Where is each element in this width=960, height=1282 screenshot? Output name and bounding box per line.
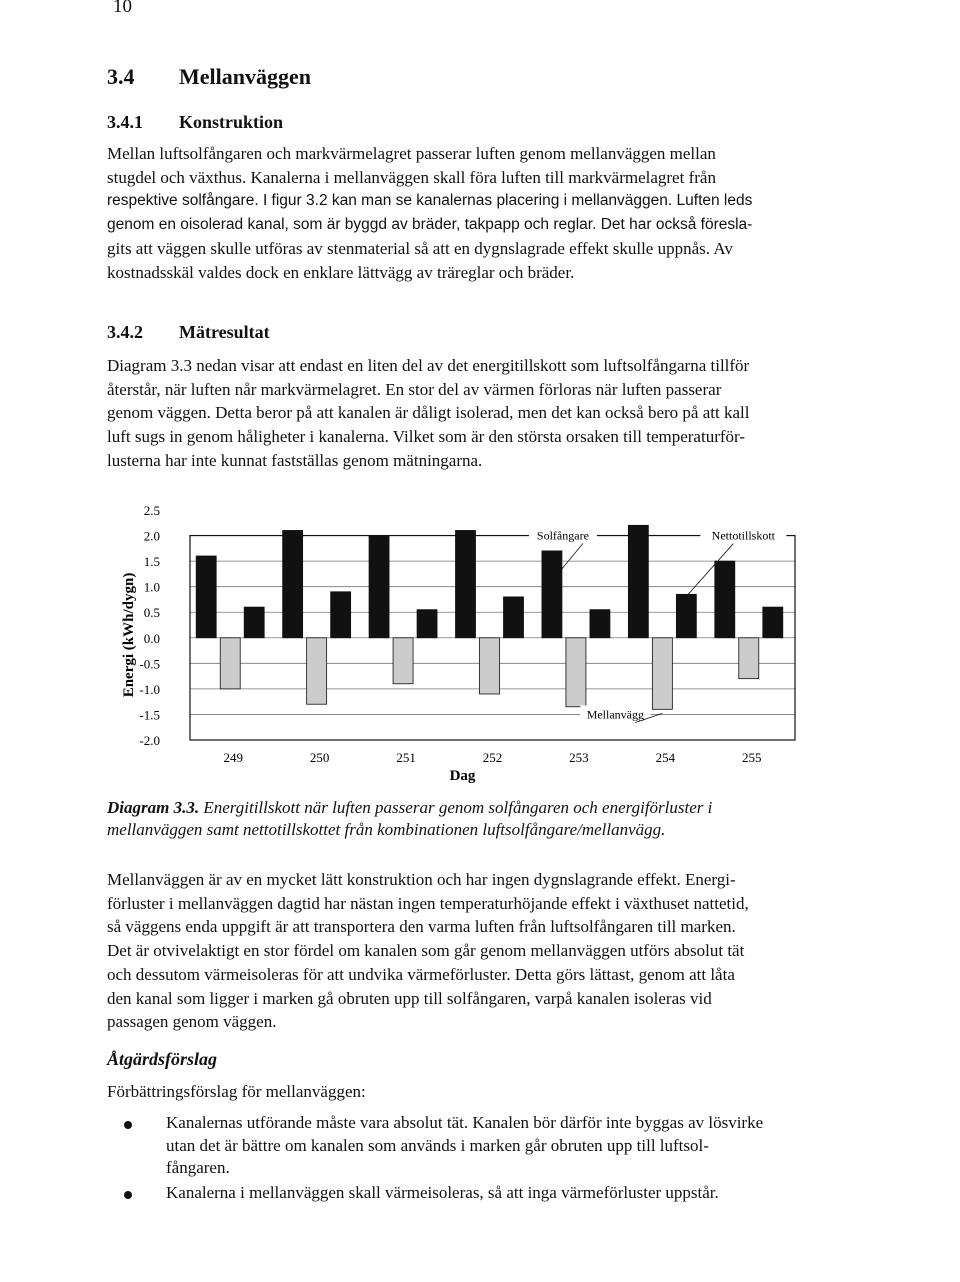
paragraph-line: passagen genom väggen.: [107, 1012, 277, 1032]
bar-nettotillskott: [331, 592, 351, 638]
callout-label: Solfångare: [536, 528, 589, 543]
x-tick-label: 253: [569, 750, 589, 765]
subsection-heading-results: [107, 322, 270, 343]
x-axis-label: Dag: [449, 768, 476, 784]
paragraph-line: Diagram 3.3 nedan visar att endast en liten del av det energitillskott som luftsolfångarna tillför: [107, 356, 750, 375]
bar-solfångare: [283, 530, 303, 637]
section-number: 3.4: [107, 64, 135, 89]
paragraph-line: stugdel och växthus. Kanalerna i mellanväggen skall föra luften till markvärmelagret från: [107, 167, 716, 187]
y-tick-label: -1.5: [139, 707, 160, 723]
bullet-item-2: [130, 1182, 850, 1205]
paragraph-line: genom en oisolerad kanal, som är byggd av bräder, takpapp och reglar. Det har också föresla-: [107, 216, 753, 234]
y-axis-ticks: [139, 503, 160, 748]
x-tick-label: 252: [482, 750, 503, 765]
y-tick-label: 0.5: [143, 605, 160, 621]
x-tick-label: 254: [655, 750, 676, 765]
bar-mellanvägg: [739, 638, 759, 679]
subsection-number: 3.4.1: [107, 112, 143, 132]
x-axis-ticks: [223, 750, 761, 765]
bullet-item-1: [130, 1112, 850, 1180]
paragraph-line: respektive solfångare. I figur 3.2 kan man se kanalernas placering i mellanväggen. Luften leds: [107, 192, 753, 210]
y-tick-label: -1.0: [139, 681, 160, 697]
caption-label: Diagram 3.3.: [107, 798, 200, 817]
paragraph-line: förluster i mellanväggen dagtid har nästan ingen temperaturhöjande effekt i växthuset nattetid,: [107, 893, 749, 913]
bar-mellanvägg: [652, 638, 672, 710]
results-paragraph: [107, 354, 847, 473]
bar-solfångare: [369, 536, 389, 638]
caption-text-line2: mellanväggen samt nettotillskottet från kombinationen luftsolfångare/mellanvägg.: [107, 820, 666, 839]
y-tick-label: 1.5: [143, 554, 160, 570]
bullet-line: Kanalernas utförande måste vara absolut tät. Kanalen bör därför inte byggas av lösvirke: [166, 1113, 764, 1132]
bullet-dot-icon: [124, 1121, 132, 1129]
y-axis-label: Energi (kWh/dygn): [121, 572, 137, 698]
subsection-title: Mätresultat: [179, 322, 270, 342]
caption-text-line1: Energitillskott när luften passerar genom solfångaren och energiförluster i: [199, 798, 713, 817]
subsection-number: 3.4.2: [107, 322, 143, 342]
x-tick-label: 255: [742, 750, 762, 765]
bar-mellanvägg: [566, 638, 586, 707]
figure-caption: [107, 797, 847, 841]
paragraph-line: återstår, när luften når markvärmelagret. En stor del av värmen förloras när luften passerar: [107, 379, 722, 399]
bar-mellanvägg: [393, 638, 413, 684]
bar-mellanvägg: [307, 638, 327, 704]
measures-heading: Åtgärdsförslag: [107, 1049, 218, 1069]
paragraph-line: gits att väggen skulle utföras av stenmaterial så att en dygnslagrade effekt skulle uppnås. Av: [107, 238, 733, 258]
paragraph-line: den kanal som ligger i marken gå obruten upp till solfångaren, varpå kanalen isoleras vid: [107, 988, 712, 1008]
paragraph-line: Det är otvivelaktigt en stor fördel om kanalen som går genom mellanväggen utförs absolut tät: [107, 941, 745, 961]
paragraph-line: genom väggen. Detta beror på att kanalen är dåligt isolerad, men det kan också bero på att kall: [107, 403, 750, 423]
subsection-heading-construction: [107, 112, 283, 133]
paragraph-line: och dessutom värmeisoleras för att undvika värmeförluster. Detta görs lättast, genom att låta: [107, 964, 735, 984]
paragraph-line: kostnadsskäl valdes dock en enklare lättvägg av träreglar och bräder.: [107, 262, 575, 282]
y-tick-label: -2.0: [139, 733, 160, 748]
y-tick-label: 1.0: [143, 579, 160, 595]
energy-bar-chart: [100, 495, 810, 790]
x-tick-label: 250: [309, 750, 330, 765]
paragraph-line: så väggens enda uppgift är att transportera den varma luften från luftsolfångaren till marken.: [107, 917, 736, 937]
bar-nettotillskott: [504, 597, 524, 638]
y-tick-label: 2.5: [143, 503, 160, 518]
bar-solfångare: [196, 556, 216, 638]
paragraph-line: lusterna har inte kunnat fastställas genom mätningarna.: [107, 450, 483, 470]
paragraph-line: luft sugs in genom håligheter i kanalerna. Vilket som är den största orsaken till temperaturför-: [107, 427, 746, 447]
subsection-title: Konstruktion: [179, 112, 284, 132]
bar-nettotillskott: [763, 607, 783, 638]
chart-bars: [196, 525, 783, 709]
y-tick-label: -0.5: [139, 656, 160, 672]
bar-solfångare: [628, 525, 648, 637]
paragraph-line: Mellanväggen är av en mycket lätt konstruktion och har ingen dygnslagrande effekt. Energi-: [107, 870, 736, 889]
bar-solfångare: [715, 561, 735, 638]
bar-nettotillskott: [590, 610, 610, 638]
y-tick-label: 0.0: [143, 630, 160, 646]
bullet-line: fångaren.: [166, 1158, 230, 1177]
x-tick-label: 251: [396, 750, 416, 765]
construction-paragraph: [107, 142, 847, 284]
paragraph-line: Mellan luftsolfångaren och markvärmelagret passerar luften genom mellanväggen mellan: [107, 144, 716, 163]
bar-nettotillskott: [417, 610, 437, 638]
wall-discussion-paragraph: [107, 868, 847, 1034]
y-tick-label: 2.0: [143, 528, 160, 544]
bullet-line: utan det är bättre om kanalen som används i marken går obruten upp till luftsol-: [166, 1135, 709, 1155]
bar-nettotillskott: [244, 607, 264, 638]
bar-mellanvägg: [220, 638, 240, 689]
x-tick-label: 249: [223, 750, 243, 765]
bar-solfångare: [542, 551, 562, 638]
page-number: 10: [113, 0, 132, 17]
measures-intro: Förbättringsförslag för mellanväggen:: [107, 1082, 366, 1101]
bar-solfångare: [456, 530, 476, 637]
bullet-dot-icon: [124, 1191, 132, 1199]
callout-label: Mellanvägg: [586, 707, 645, 722]
callout-label: Nettotillskott: [711, 528, 776, 543]
bullet-line: Kanalerna i mellanväggen skall värmeisoleras, så att inga värmeförluster uppstår.: [166, 1183, 719, 1202]
bar-nettotillskott: [676, 594, 696, 637]
bar-mellanvägg: [480, 638, 500, 694]
section-heading: [107, 64, 311, 90]
section-title: Mellanväggen: [179, 64, 311, 89]
